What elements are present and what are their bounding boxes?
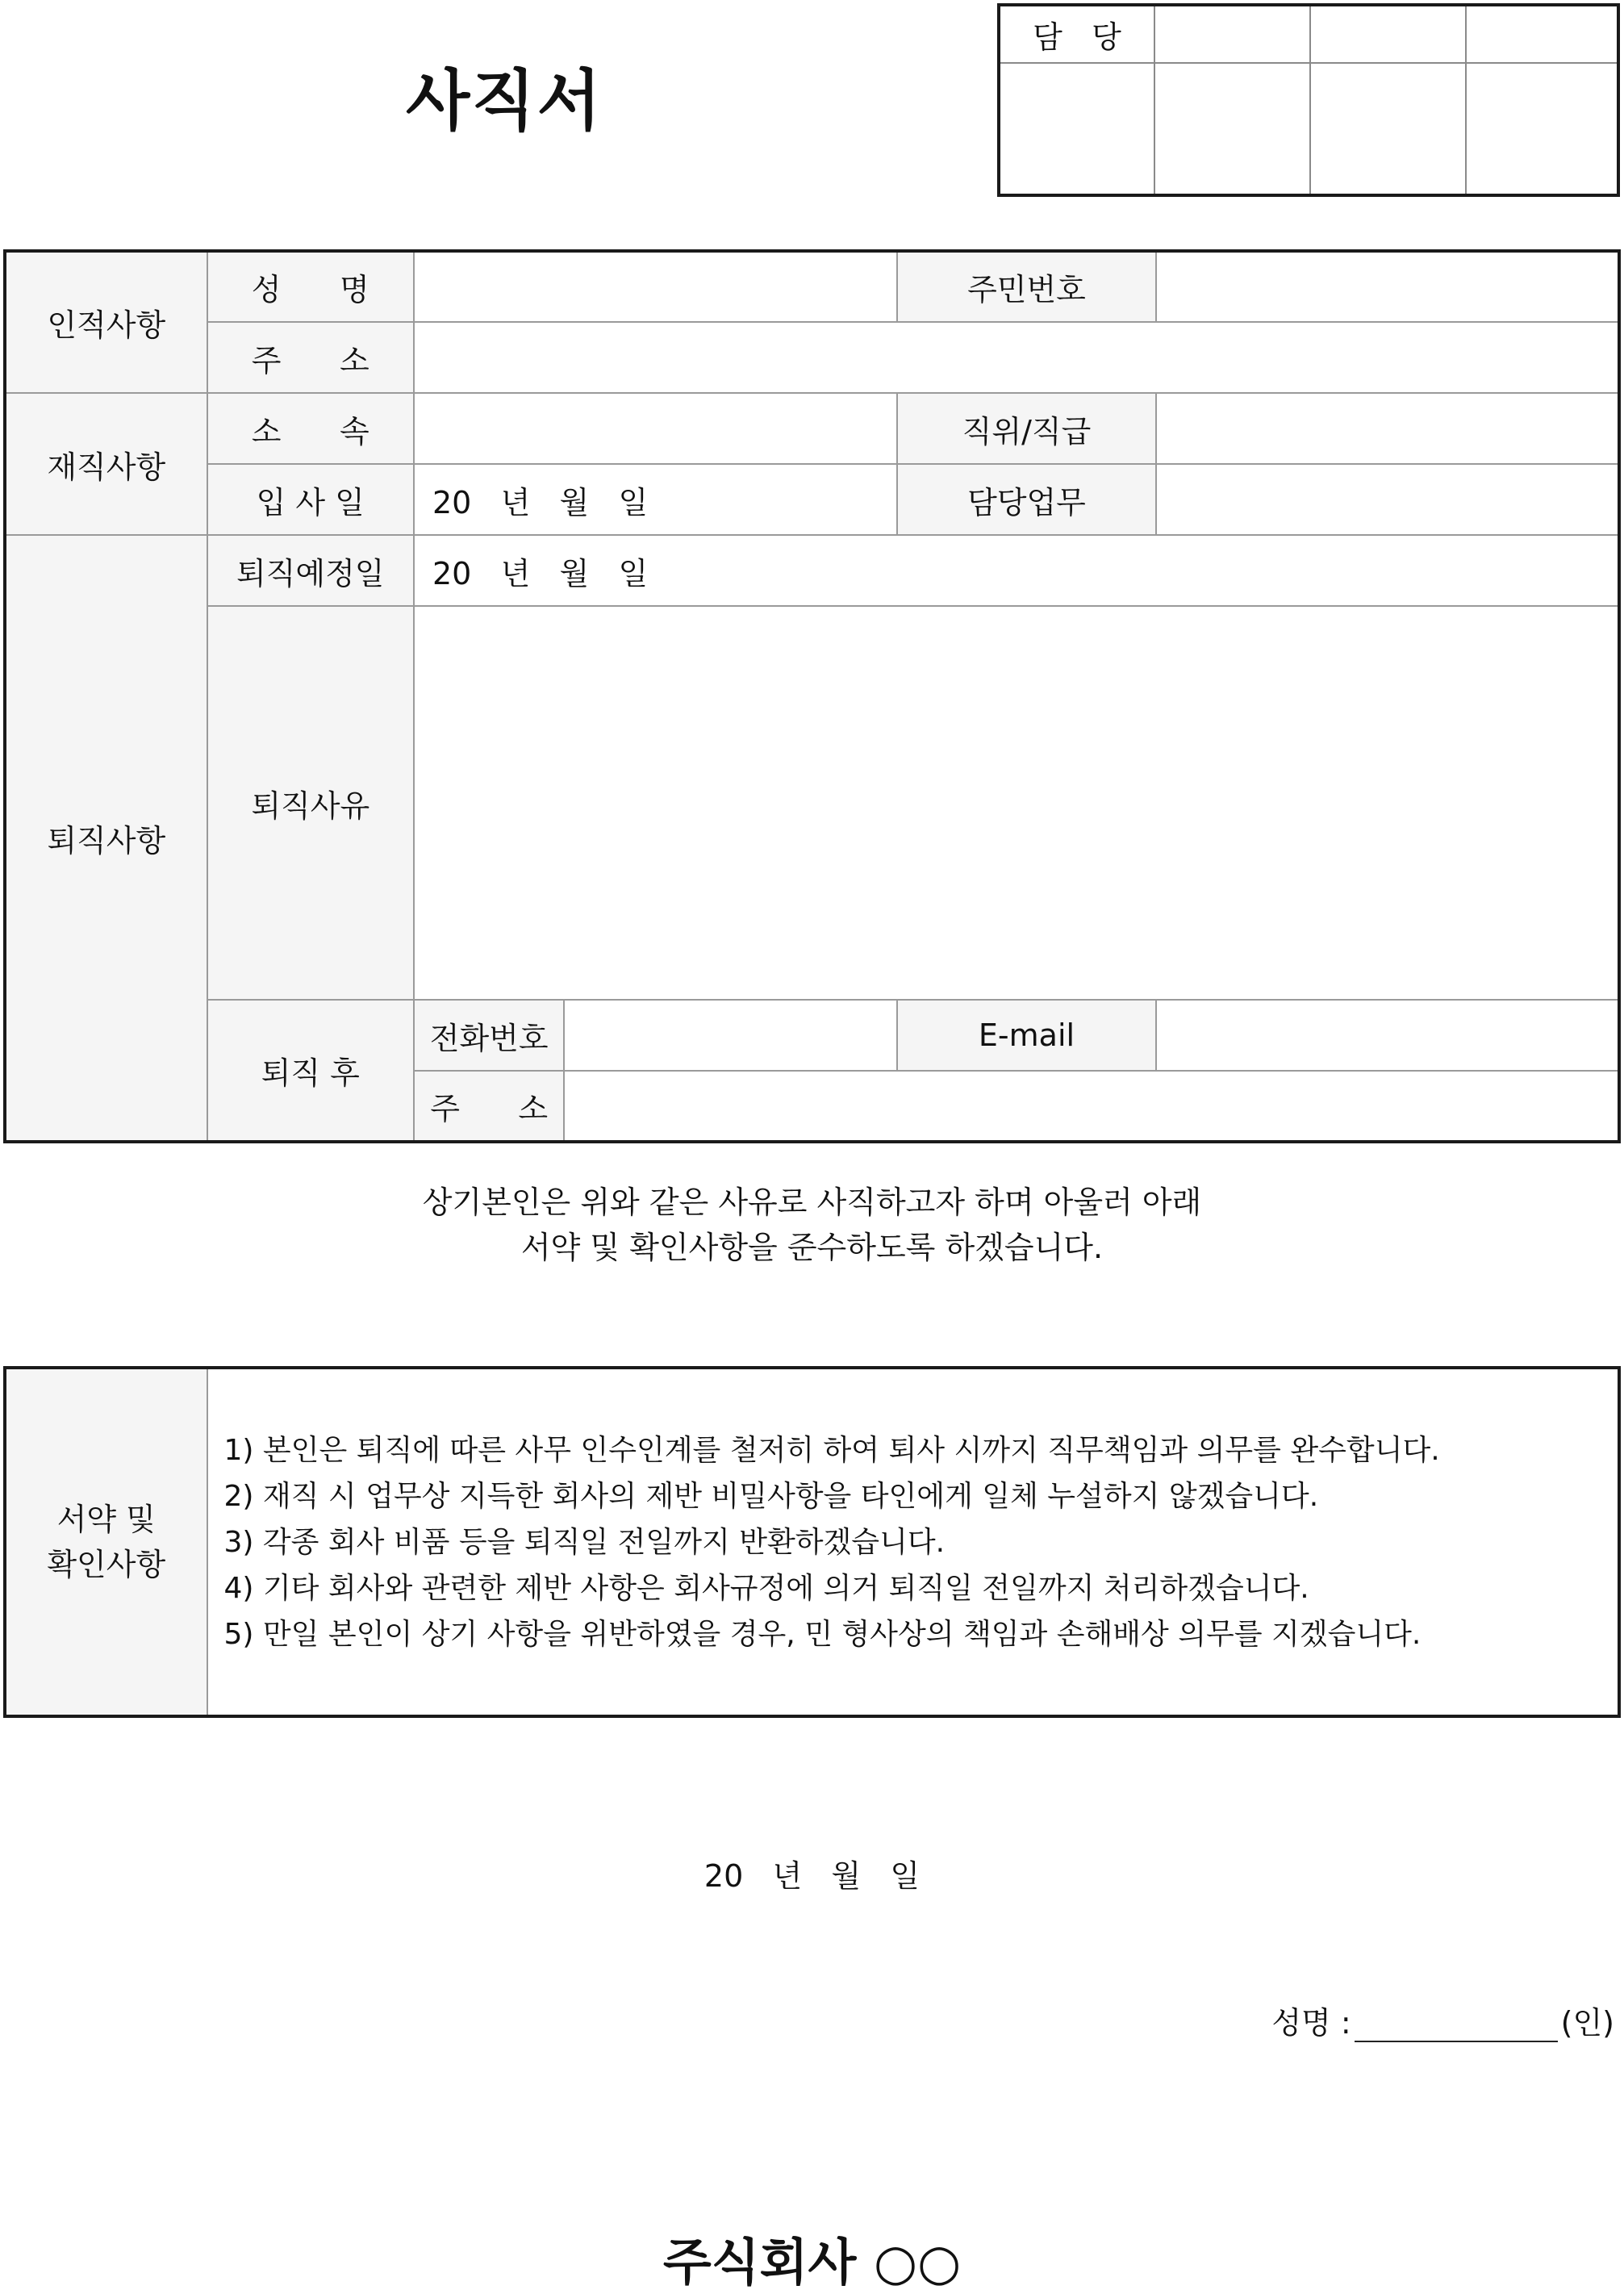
signature-label: 성명 : — [1271, 2005, 1351, 2041]
address-label: 주 소 — [207, 322, 415, 393]
after-address-field[interactable] — [564, 1071, 1619, 1142]
name-label: 성 명 — [207, 251, 415, 322]
duty-field[interactable] — [1156, 464, 1619, 535]
phone-label: 전화번호 — [414, 1000, 564, 1071]
email-field[interactable] — [1156, 1000, 1619, 1071]
after-address-label: 주 소 — [414, 1071, 564, 1142]
position-field[interactable] — [1156, 393, 1619, 464]
company-name: 주식회사 ○○ — [662, 2233, 962, 2292]
pledge-section-label — [5, 1368, 207, 1716]
duty-label: 담당업무 — [897, 464, 1156, 535]
approval-header-cell — [1154, 5, 1310, 63]
email-label: E-mail — [897, 1000, 1156, 1071]
pledge-item: 4) 기타 회사와 관련한 제반 사항은 회사규정에 의거 퇴직일 전일까지 처리하겠습니다. — [223, 1571, 1309, 1605]
statement-line: 상기본인은 위와 같은 사유로 사직하고자 하며 아울러 아래 — [422, 1185, 1202, 1220]
employment-section-label: 재직사항 — [5, 393, 207, 535]
approval-header-cell — [1310, 5, 1466, 63]
pledge-label-line: 확인사항 — [47, 1547, 166, 1582]
reason-label: 퇴직사유 — [207, 606, 415, 1000]
address-field[interactable] — [414, 322, 1619, 393]
pledge-table — [3, 1366, 1621, 1718]
name-field[interactable] — [414, 251, 897, 322]
hire-date-field[interactable]: 20 년 월 일 — [414, 464, 897, 535]
department-label: 소 속 — [207, 393, 415, 464]
personal-section-label: 인적사항 — [5, 251, 207, 393]
resignation-section-label: 퇴직사항 — [5, 535, 207, 1142]
pledge-item: 1) 본인은 퇴직에 따른 사무 인수인계를 철저히 하여 퇴사 시까지 직무책임과 의무를 완수합니다. — [223, 1433, 1440, 1467]
resignation-form-table — [3, 249, 1621, 1143]
approval-sign-cell[interactable] — [1154, 63, 1310, 195]
approval-sign-cell[interactable] — [1466, 63, 1618, 195]
rrn-field[interactable] — [1156, 251, 1619, 322]
position-label: 직위/직급 — [897, 393, 1156, 464]
statement — [242, 1180, 1382, 1270]
signature-line — [1271, 1998, 1614, 2042]
approval-header: 담 당 — [999, 5, 1154, 63]
signing-date[interactable]: 20 년 월 일 — [703, 1858, 921, 1894]
pledge-items — [207, 1368, 1620, 1716]
rrn-label: 주민번호 — [897, 251, 1156, 322]
statement-line: 서약 및 확인사항을 준수하도록 하겠습니다. — [520, 1230, 1104, 1265]
planned-date-field[interactable]: 20 년 월 일 — [414, 535, 1619, 606]
phone-field[interactable] — [564, 1000, 897, 1071]
approval-box — [997, 3, 1620, 197]
pledge-item: 5) 만일 본인이 상기 사항을 위반하였을 경우, 민 형사상의 책임과 손해배상 의무를 지겠습니다. — [223, 1617, 1422, 1651]
department-field[interactable] — [414, 393, 897, 464]
pledge-item: 2) 재직 시 업무상 지득한 회사의 제반 비밀사항을 타인에게 일체 누설하지 않겠습니다. — [223, 1479, 1319, 1513]
reason-field[interactable] — [414, 606, 1619, 1000]
hire-date-label: 입 사 일 — [207, 464, 415, 535]
seal-mark: (인) — [1560, 2005, 1614, 2041]
approval-sign-cell[interactable] — [999, 63, 1154, 195]
approval-sign-cell[interactable] — [1310, 63, 1466, 195]
planned-date-label: 퇴직예정일 — [207, 535, 415, 606]
pledge-item: 3) 각종 회사 비품 등을 퇴직일 전일까지 반환하겠습니다. — [223, 1525, 946, 1559]
signature-field[interactable] — [1355, 2008, 1558, 2042]
document-title: 사직서 — [406, 62, 603, 140]
after-resignation-label: 퇴직 후 — [207, 1000, 415, 1142]
approval-header-cell — [1466, 5, 1618, 63]
pledge-label-line: 서약 및 — [56, 1502, 156, 1537]
